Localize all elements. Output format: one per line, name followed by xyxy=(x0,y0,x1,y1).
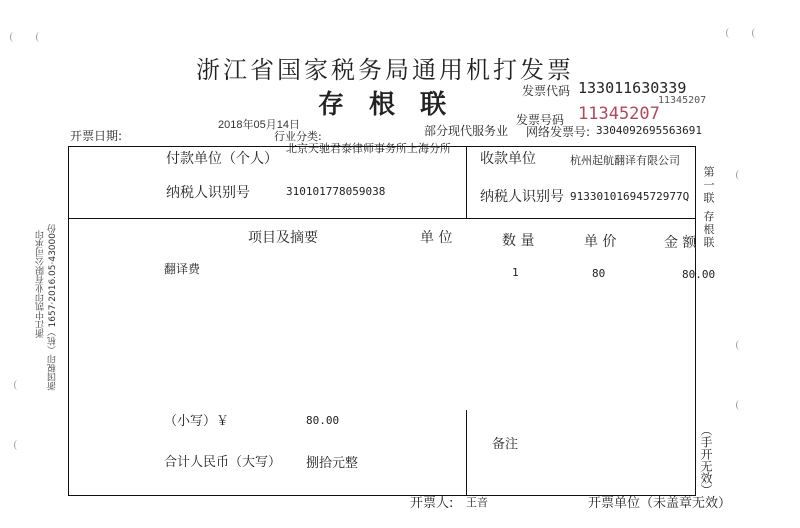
punch-hole xyxy=(736,400,743,410)
total-big-value: 捌拾元整 xyxy=(306,456,359,471)
industry-label: 行业分类: xyxy=(274,130,322,143)
total-small-label: （小写）￥ xyxy=(164,414,230,429)
header-item: 项目及摘要 xyxy=(248,230,318,246)
invoice-subtitle: 存 根 联 xyxy=(318,90,455,120)
industry-value: 部分现代服务业 xyxy=(424,124,509,138)
punch-hole xyxy=(736,340,743,350)
header-quantity: 数 量 xyxy=(502,233,535,249)
header-amount: 金 额 xyxy=(664,235,697,251)
punch-hole xyxy=(736,170,743,180)
issuer-value: 王音 xyxy=(466,496,488,509)
punch-hole xyxy=(36,32,43,42)
issuing-unit-label: 开票单位（未盖章无效） xyxy=(588,496,732,511)
punch-hole xyxy=(726,28,733,38)
handwrite-invalid-note: （手开无效） xyxy=(699,424,713,496)
punch-hole xyxy=(752,28,759,38)
punch-hole xyxy=(14,440,21,450)
payer-tax-id-label: 纳税人识别号 xyxy=(166,185,250,201)
total-big-label: 合计人民币（大写） xyxy=(164,455,282,470)
payer-label: 付款单位（个人） xyxy=(166,151,278,167)
header-price: 单 价 xyxy=(584,234,617,250)
issue-date-label: 开票日期: xyxy=(70,129,123,143)
invoice-title: 浙江省国家税务局通用机打发票 xyxy=(196,56,574,84)
invoice-number-value: 11345207 xyxy=(578,104,660,124)
total-small-value: 80.00 xyxy=(306,414,340,427)
invoice-code-label: 发票代码 xyxy=(522,84,571,98)
invoice-code-value: 133011630339 xyxy=(578,79,687,97)
item-name: 翻译费 xyxy=(164,262,201,276)
item-amount: 80.00 xyxy=(682,268,716,281)
punch-hole xyxy=(14,380,21,390)
payee-tax-id-label: 纳税人识别号 xyxy=(480,189,564,205)
item-price: 80 xyxy=(592,267,606,280)
left-printer-info: 浙江中凯印业有限公司承印 xyxy=(36,230,46,338)
remark-label: 备注 xyxy=(492,437,519,452)
punch-hole xyxy=(10,32,17,42)
payee-name: 杭州起航翻译有限公司 xyxy=(570,154,680,167)
payee-label: 收款单位 xyxy=(480,151,536,167)
issue-date-value: 2018年05月14日 xyxy=(218,119,300,131)
copy-indicator: 第一联 存根联 xyxy=(702,166,715,250)
issuer-label: 开票人: xyxy=(410,496,454,511)
left-print-info: 浙国税印（杭）1657·2016.05·43000份 xyxy=(48,224,58,391)
payee-tax-id-value: 91330101694572977Q xyxy=(570,190,690,203)
invoice-number-label: 发票号码 xyxy=(516,113,565,127)
invoice-code-value-small: 11345207 xyxy=(658,95,707,106)
item-quantity: 1 xyxy=(512,266,519,279)
network-invoice-label: 网络发票号: xyxy=(526,125,591,139)
header-unit: 单 位 xyxy=(420,230,453,246)
payer-tax-id-value: 310101778059038 xyxy=(286,185,386,198)
payer-name: 北京天驰君泰律师事务所上海分所 xyxy=(286,142,451,155)
network-invoice-value: 3304092695563691 xyxy=(596,124,702,137)
